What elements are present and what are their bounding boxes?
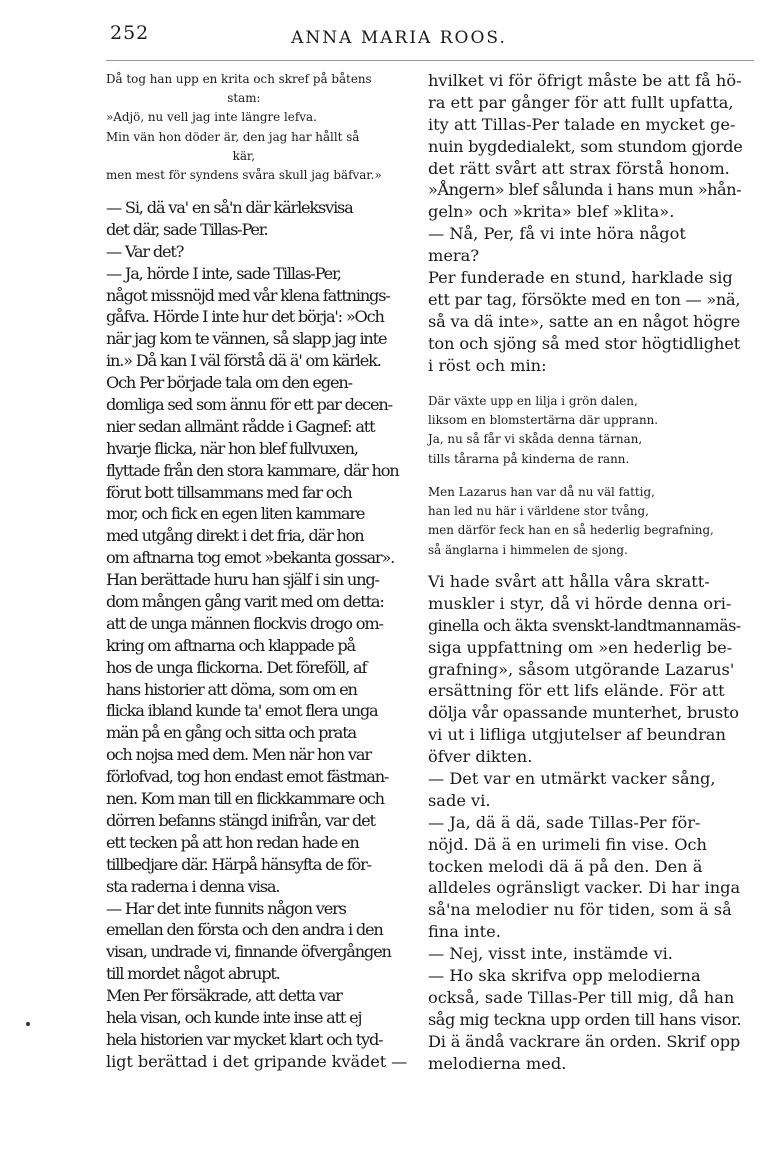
text-line: såg mig teckna upp orden till hans visor. <box>428 1009 742 1029</box>
text-line: män på en gång och sitta och prata <box>106 723 356 743</box>
text-line: Di ä ändå vackrare än orden. Skrif opp <box>428 1031 741 1051</box>
text-line: öfver dikten. <box>428 747 533 767</box>
verse-line: Då tog han upp en krita och skref på båtens <box>106 72 372 86</box>
text-line: när jag kom te vännen, så slapp jag inte <box>106 329 387 349</box>
right-column <box>428 0 742 1162</box>
text-line: muskler i styr, då vi hörde denna ori- <box>428 593 732 613</box>
text-line: hvilket vi för öfrigt måste be att få hö- <box>428 71 742 90</box>
text-line: emellan den första och den andra i den <box>106 920 383 940</box>
text-line: med utgång direkt i det fria, där hon <box>106 526 364 546</box>
text-line: nuin bygdedialekt, som stundom gjorde <box>428 136 743 156</box>
verse-stanza <box>428 392 742 469</box>
verse-line: Men Lazarus han var då nu väl fattig, <box>428 485 655 499</box>
page-number: 252 <box>110 22 150 44</box>
text-line: fina inte. <box>428 922 501 942</box>
text-line: nier sedan allmänt rådde i Gagnef: att <box>106 416 375 436</box>
text-line: hans historier att döma, som om en <box>106 679 357 699</box>
text-line: »Ångern» blef sålunda i hans mun »hån- <box>428 180 742 200</box>
text-line: alldeles ogränsligt vacker. Di har inga <box>428 878 741 898</box>
text-line: Per funderade en stund, harklade sig <box>428 268 733 288</box>
text-line: Och Per började tala om den egen- <box>106 373 352 393</box>
running-title: ANNA MARIA ROOS. <box>291 28 507 48</box>
text-line: dörren befanns stängd inifrån, var det <box>106 810 375 830</box>
text-line: kring om aftnarna och klappade på <box>106 635 355 655</box>
text-line: tocken melodi dä ä på den. Den ä <box>428 856 703 876</box>
text-line: — Ja, dä ä dä, sade Tillas-Per för- <box>428 812 701 832</box>
body-text <box>428 571 742 1074</box>
text-line: det rätt svårt att strax förstå honom. <box>428 158 730 178</box>
text-line: in.» Då kan I väl förstå dä ä' om kärlek. <box>106 351 381 371</box>
text-line: siga uppfattning om »en hederlig be- <box>428 637 733 657</box>
text-line: det där, sade Tillas-Per. <box>106 219 268 239</box>
text-line: hela visan, och kunde inte inse att ej <box>106 1007 362 1027</box>
text-line: nöjd. Dä ä en urimeli fin vise. Och <box>428 834 707 854</box>
verse-line: kär, <box>232 148 256 163</box>
verse-line: Min vän hon döder är, den jag har hållt så <box>106 129 360 144</box>
text-line: geln» och »krita» blef »klita». <box>428 202 675 222</box>
text-line: ett tecken på att hon redan hade en <box>106 832 359 852</box>
text-line: sade vi. <box>428 790 491 810</box>
text-line: sta raderna i denna visa. <box>106 876 280 896</box>
text-line: visan, undrade vi, finnande öfvergången <box>106 942 391 962</box>
text-line: mor, och fick en egen liten kammare <box>106 504 365 524</box>
text-line: ra ett par gånger för att fullt upfatta, <box>428 92 734 112</box>
text-line: ginella och äkta svenskt-landtmannamäs- <box>428 615 741 635</box>
text-line: ersättning för ett lifs elände. För att <box>428 681 725 701</box>
text-line: ity att Tillas-Per talade en mycket ge- <box>428 114 736 134</box>
verse-stanza <box>428 483 742 560</box>
text-line: gåfva. Hörde I inte hur det börja': »Och <box>106 307 384 327</box>
text-line: — Har det inte funnits någon vers <box>106 898 346 918</box>
text-line: flyttade från den stora kammare, där hon <box>106 460 399 480</box>
text-line: att de unga männen flockvis drogo om- <box>106 613 383 633</box>
body-text <box>106 197 407 1073</box>
verse-line: men därför feck han en så hederlig begrafning, <box>428 523 714 538</box>
text-line: Han berättade huru han själf i sin ung- <box>106 570 379 590</box>
verse-line: stam: <box>227 91 261 106</box>
text-line: hos de unga flickorna. Det föreföll, af <box>106 657 367 677</box>
text-line: hvarje flicka, när hon blef fullvuxen, <box>106 438 358 458</box>
text-line: — Ja, hörde I inte, sade Tillas-Per, <box>106 263 341 283</box>
verse-line: tills tårarna på kinderna de rann. <box>428 451 630 466</box>
verse-line: »Adjö, nu vell jag inte längre lefva. <box>106 110 317 125</box>
verse-line: så änglarna i himmelen de sjong. <box>428 542 628 557</box>
verse-line: liksom en blomstertärna där upprann. <box>428 413 659 428</box>
body-text <box>428 70 742 376</box>
text-line: så'na melodier nu för tiden, som ä så <box>428 900 732 920</box>
text-line: flicka ibland kunde ta' emot flera unga <box>106 701 378 721</box>
verse-block <box>106 70 382 185</box>
text-line: — Var det? <box>106 241 184 261</box>
text-line: — Det var en utmärkt vacker sång, <box>428 769 716 789</box>
text-line: något missnöjd med vår klena fattnings- <box>106 285 390 305</box>
text-line: mera? <box>428 246 479 266</box>
verse-line: Där växte upp en lilja i grön dalen, <box>428 394 638 408</box>
text-line: ett par tag, försökte med en ton — »nä, <box>428 289 741 309</box>
text-line: melodierna med. <box>428 1053 567 1073</box>
text-line: nen. Kom man till en flickkammare och <box>106 789 384 809</box>
text-line: Men Per försäkrade, att detta var <box>106 986 342 1006</box>
text-line: i röst och min: <box>428 355 547 375</box>
text-line: domliga sed som ännu för ett par decen- <box>106 395 392 415</box>
text-line: om aftnarna tog emot »bekanta gossar». <box>106 548 395 568</box>
text-line: dölja vår opassande munterhet, brusto <box>428 703 739 723</box>
text-line: förlofvad, tog hon endast emot fästman- <box>106 767 389 787</box>
margin-mark <box>26 1022 30 1026</box>
text-line: grafning», såsom utgörande Lazarus' <box>428 659 735 679</box>
text-line: dom mången gång varit med om detta: <box>106 592 384 612</box>
verse-line: han led nu här i världene stor tvång, <box>428 504 649 519</box>
text-line: vi ut i lifliga utgjutelser af beundran <box>428 725 726 745</box>
verse-line: Ja, nu så får vi skåda denna tärnan, <box>428 432 643 447</box>
text-line: tillbedjare där. Härpå hänsyfta de för- <box>106 854 371 874</box>
text-line: hela historien var mycket klart och tyd- <box>106 1029 383 1049</box>
text-line: ligt berättad i det gripande kvädet — <box>106 1051 408 1071</box>
text-line: och nojsa med dem. Men när hon var <box>106 745 371 765</box>
text-line: Vi hade svårt att hålla våra skratt- <box>428 572 710 591</box>
text-line: — Ho ska skrifva opp melodierna <box>428 966 701 986</box>
text-line: också, sade Tillas-Per till mig, då han <box>428 987 735 1007</box>
text-line: så va dä inte», satte an en något högre <box>428 311 741 331</box>
text-line: till mordet något abrupt. <box>106 964 280 984</box>
text-line: — Si, dä va' en så'n där kärleksvisa <box>106 198 353 217</box>
verse-line: men mest för syndens svåra skull jag bäfvar.» <box>106 167 382 182</box>
text-line: förut bott tillsammans med far och <box>106 482 352 502</box>
text-line: — Nej, visst inte, instämde vi. <box>428 944 673 964</box>
text-line: ton och sjöng så med stor högtidlighet <box>428 333 741 353</box>
text-line: — Nå, Per, få vi inte höra något <box>428 224 686 244</box>
